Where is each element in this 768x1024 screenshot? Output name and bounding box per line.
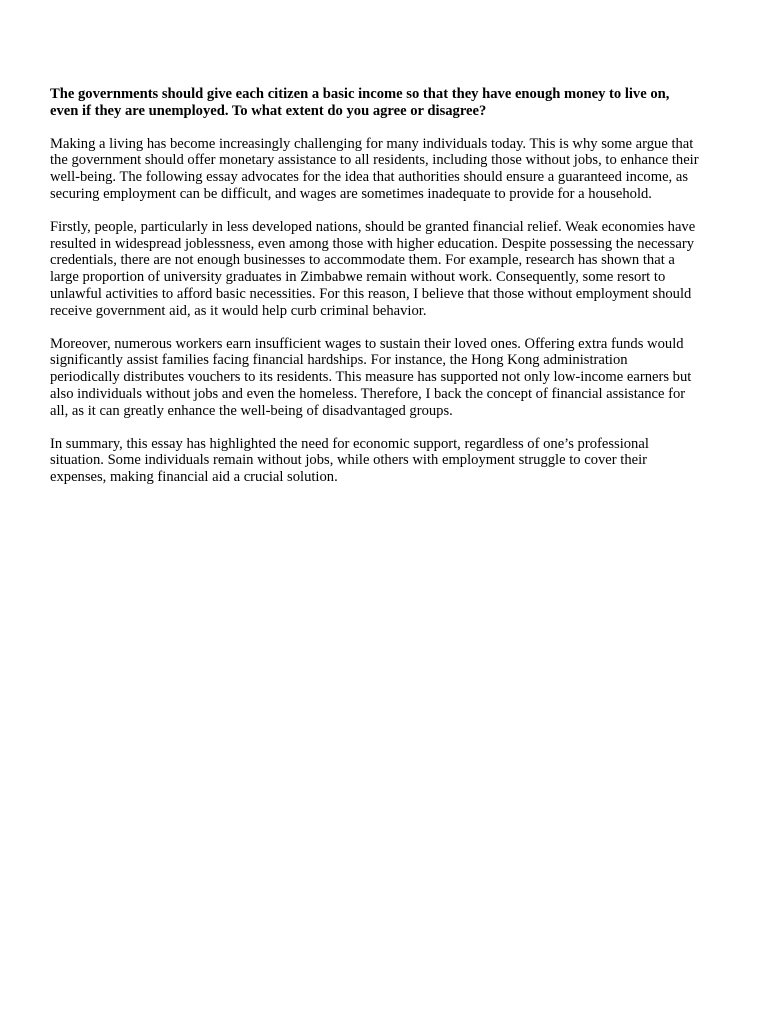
essay-paragraph-introduction: Making a living has become increasingly challenging for many individuals today. This is why some argue that the government should offer monetary assistance to all residents, including those without jobs, to enhance their well-being. The following essay advocates for the idea that authorities should ensure a guaranteed income, as securing employment can be difficult, and wages are sometimes inadequate to provide for a household. (50, 135, 699, 202)
essay-paragraph-conclusion: In summary, this essay has highlighted the need for economic support, regardless of one’s professional situation. Some individuals remain without jobs, while others with employment struggle to cover their expenses, making financial aid a crucial solution. (50, 435, 649, 486)
document-page (50, 86, 700, 502)
essay-prompt: The governments should give each citizen a basic income so that they have enough money to live on, even if they are unemployed. To what extent do you agree or disagree? (50, 86, 670, 119)
essay-paragraph-body-2: Moreover, numerous workers earn insufficient wages to sustain their loved ones. Offering extra funds would significantly assist families facing financial hardships. For instance, the Hong Kong administration periodically distributes vouchers to its residents. This measure has supported not only low-income earners but also individuals without jobs and even the homeless. Therefore, I back the concept of financial assistance for all, as it can greatly enhance the well-being of disadvantaged groups. (50, 335, 692, 419)
essay-paragraph-body-1: Firstly, people, particularly in less developed nations, should be granted financial relief. Weak economies have resulted in widespread joblessness, even among those with higher education. Despite possessing the necessary credentials, there are not enough businesses to accommodate them. For example, research has shown that a large proportion of university graduates in Zimbabwe remain without work. Consequently, some resort to unlawful activities to afford basic necessities. For this reason, I believe that those without employment should receive government aid, as it would help curb criminal behavior. (50, 218, 696, 319)
